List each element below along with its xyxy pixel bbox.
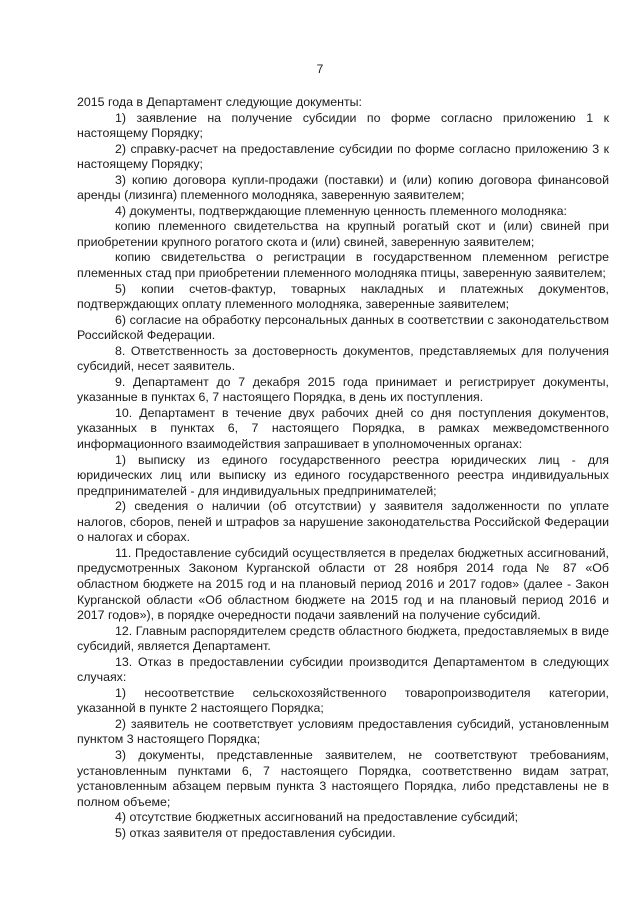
- clause-9: 9. Департамент до 7 декабря 2015 года принимает и регистрирует документы, указанные в пунктах 6, 7 настоящего Порядка, в день их поступления.: [77, 374, 609, 405]
- list-item-contract-copy: 3) копию договора купли-продажи (поставки) и (или) копию договора финансовой аренды (лизинга) племенного молодняка, заверенную заявителем;: [77, 172, 609, 203]
- list-item-register-extract: 1) выписку из единого государственного реестра юридических лиц - для юридических лиц или выписку из единого государственного реестра индивидуальных предпринимателей - для индивидуальных предпринимателей;: [77, 452, 609, 498]
- list-item-application: 1) заявление на получение субсидии по форме согласно приложению 1 к настоящему Порядку;: [77, 110, 609, 141]
- page-number: 7: [316, 62, 324, 76]
- clause-8: 8. Ответственность за достоверность документов, представляемых для получения субсидий, несет заявитель.: [77, 343, 609, 374]
- list-item-refusal-conditions: 2) заявитель не соответствует условиям предоставления субсидий, установленным пунктом 3 настоящего Порядка;: [77, 716, 609, 747]
- list-item-refusal-documents: 3) документы, представленные заявителем, не соответствуют требованиям, установленным пунктами 6, 7 настоящего Порядка, соответственно видам затрат, установленным абзацем первым пункта 3 настоящего Порядка, либо представлены не в полном объеме;: [77, 747, 609, 809]
- paragraph-cattle-certificate: копию племенного свидетельства на крупный рогатый скот и (или) свиней при приобретении крупного рогатого скота и (или) свиней, заверенную заявителем;: [77, 219, 609, 249]
- document-body: [77, 95, 609, 841]
- clause-11: 11. Предоставление субсидий осуществляется в пределах бюджетных ассигнований, предусмотренных Законом Курганской области от 28 ноября 2014 года № 87 «Об областном бюджете на 2015 год и на плановый период 2016 и 2017 годов» (далее - Закон Курганской области «Об областном бюджете на 2015 год и на плановый период 2016 и 2017 годов»), в порядке очередности подачи заявлений на получение субсидий.: [77, 545, 609, 623]
- clause-12: 12. Главным распорядителем средств областного бюджета, предоставляемых в виде субсидий, является Департамент.: [77, 623, 609, 654]
- list-item-breeding-documents: 4) документы, подтверждающие племенную ценность племенного молодняка:: [115, 203, 567, 218]
- list-item-refusal-category: 1) несоответствие сельскохозяйственного товаропроизводителя категории, указанной в пункте 2 настоящего Порядка;: [77, 685, 609, 716]
- list-item-refusal-withdrawal: 5) отказ заявителя от предоставления субсидии.: [115, 825, 396, 840]
- list-item-consent: 6) согласие на обработку персональных данных в соответствии с законодательством Российской Федерации.: [77, 312, 609, 343]
- list-item-refusal-budget: 4) отсутствие бюджетных ассигнований на предоставление субсидий;: [115, 810, 519, 825]
- list-item-tax-debt: 2) сведения о наличии (об отсутствии) у заявителя задолженности по уплате налогов, сборов, пеней и штрафов за нарушение законодательства Российской Федерации о налогах и сборах.: [77, 499, 609, 545]
- list-item-calculation: 2) справку-расчет на предоставление субсидии по форме согласно приложению 3 к настоящему Порядку;: [77, 141, 609, 172]
- paragraph-poultry-certificate: копию свидетельства о регистрации в государственном племенном регистре племенных стад при приобретении племенного молодняка птицы, заверенную заявителем;: [77, 250, 609, 281]
- clause-13: 13. Отказ в предоставлении субсидии производится Департаментом в следующих случаях:: [77, 654, 609, 685]
- clause-10: 10. Департамент в течение двух рабочих дней со дня поступления документов, указанных в пунктах 6, 7 настоящего Порядка, в рамках межведомственного информационного взаимодействия запрашивает в уполномоченных органах:: [77, 405, 609, 452]
- list-item-invoices: 5) копии счетов-фактур, товарных накладных и платежных документов, подтверждающих оплату племенного молодняка, заверенные заявителем;: [77, 281, 609, 312]
- paragraph-continuation: 2015 года в Департамент следующие документы:: [77, 95, 362, 109]
